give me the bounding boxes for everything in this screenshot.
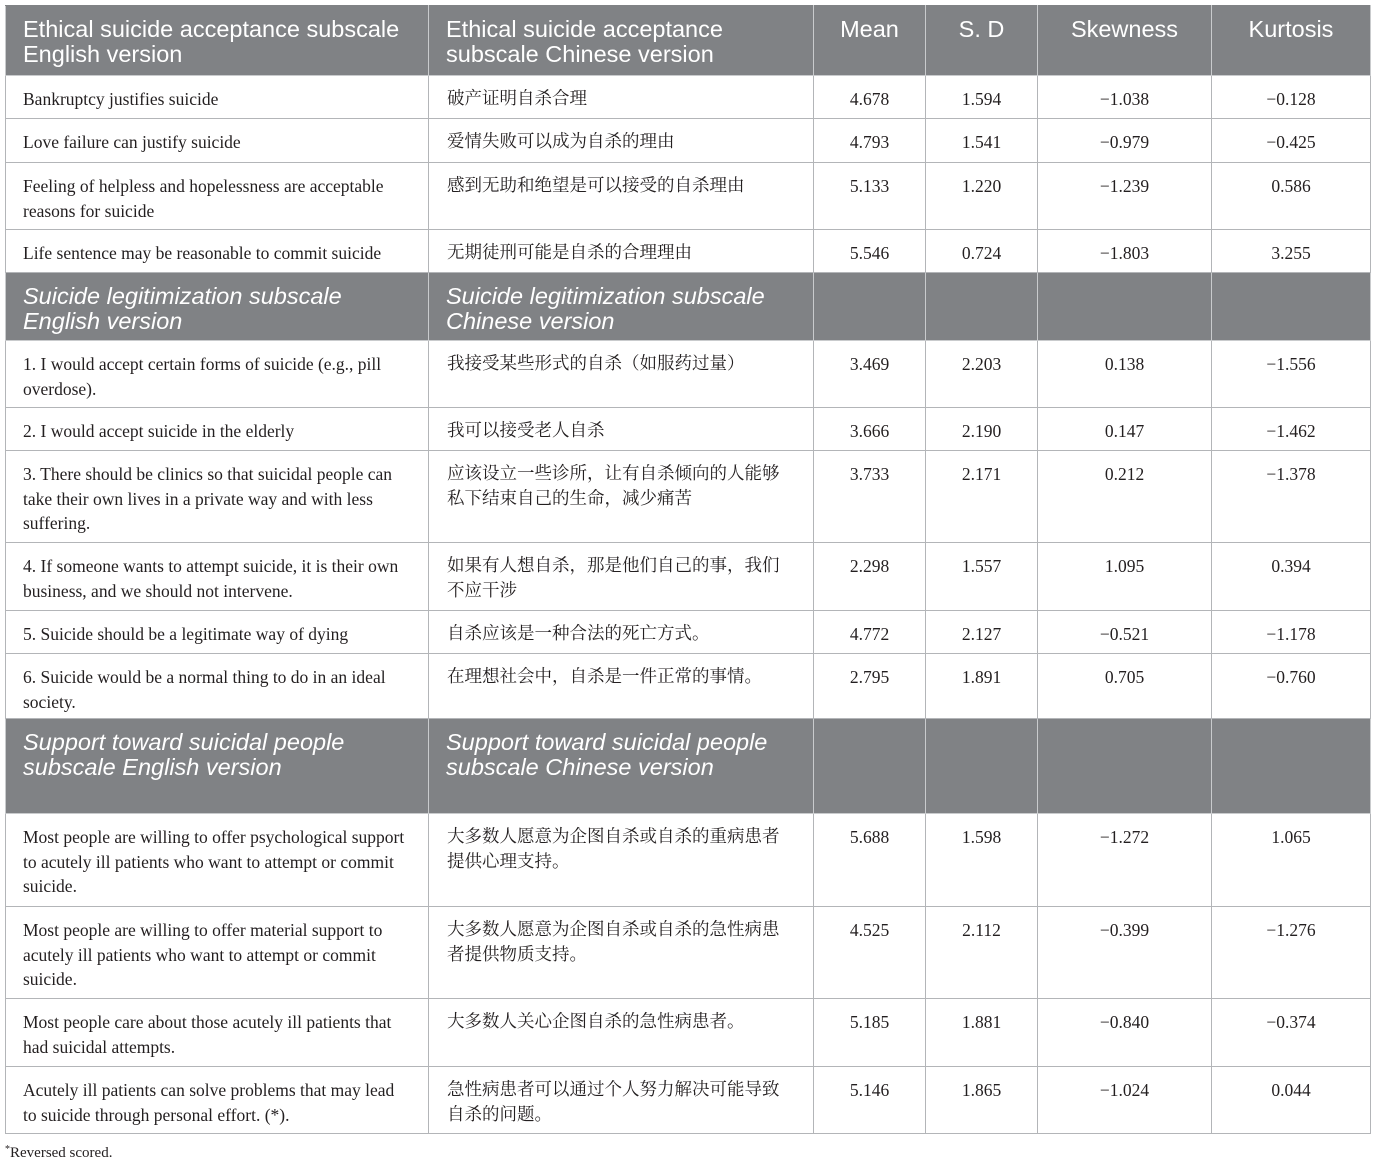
kurtosis-value: −0.425 [1212,119,1371,163]
statistics-table [5,5,1371,1134]
section-header-blank [1038,273,1212,341]
sd-value: 2.171 [926,451,1038,543]
item-english: Most people are willing to offer psychological support to acutely ill patients who want to attempt or commit suicide. [6,814,429,907]
item-chinese: 我接受某些形式的自杀（如服药过量） [429,341,814,408]
skewness-value: −1.024 [1038,1067,1212,1134]
item-chinese: 如果有人想自杀，那是他们自己的事，我们不应干涉 [429,543,814,611]
table-row [6,451,1371,543]
kurtosis-value: 1.065 [1212,814,1371,907]
section-header-blank [1212,273,1371,341]
table-row [6,163,1371,230]
mean-value: 5.546 [814,230,926,273]
kurtosis-value: −0.760 [1212,654,1371,719]
item-chinese: 自杀应该是一种合法的死亡方式。 [429,611,814,654]
table-header-row [6,6,1371,76]
column-header-mean: Mean [814,6,926,76]
column-header-english: Ethical suicide acceptance subscale English version [6,6,429,76]
sd-value: 1.557 [926,543,1038,611]
table-row [6,341,1371,408]
kurtosis-value: −1.462 [1212,408,1371,451]
skewness-value: −0.399 [1038,907,1212,999]
item-chinese: 破产证明自杀合理 [429,76,814,119]
mean-value: 5.688 [814,814,926,907]
table-row [6,408,1371,451]
item-chinese: 无期徒刑可能是自杀的合理理由 [429,230,814,273]
table-row [6,543,1371,611]
sd-value: 1.891 [926,654,1038,719]
column-header-sd: S. D [926,6,1038,76]
kurtosis-value: −0.374 [1212,999,1371,1067]
table-row [6,814,1371,907]
skewness-value: −1.803 [1038,230,1212,273]
column-header-chinese: Ethical suicide acceptance subscale Chinese version [429,6,814,76]
item-english: Most people care about those acutely ill patients that had suicidal attempts. [6,999,429,1067]
mean-value: 5.146 [814,1067,926,1134]
section-header-row [6,273,1371,341]
item-chinese: 在理想社会中，自杀是一件正常的事情。 [429,654,814,719]
mean-value: 4.793 [814,119,926,163]
item-chinese: 感到无助和绝望是可以接受的自杀理由 [429,163,814,230]
item-chinese: 大多数人关心企图自杀的急性病患者。 [429,999,814,1067]
sd-value: 2.203 [926,341,1038,408]
section-header-blank [814,273,926,341]
skewness-value: −1.239 [1038,163,1212,230]
kurtosis-value: 3.255 [1212,230,1371,273]
sd-value: 1.220 [926,163,1038,230]
item-english: Bankruptcy justifies suicide [6,76,429,119]
kurtosis-value: −1.378 [1212,451,1371,543]
sd-value: 1.865 [926,1067,1038,1134]
section-title-english: Support toward suicidal people subscale English version [6,719,429,814]
item-english: Most people are willing to offer material support to acutely ill patients who want to attempt or commit suicide. [6,907,429,999]
item-chinese: 应该设立一些诊所，让有自杀倾向的人能够私下结束自己的生命，减少痛苦 [429,451,814,543]
skewness-value: −1.038 [1038,76,1212,119]
kurtosis-value: −1.178 [1212,611,1371,654]
skewness-value: −1.272 [1038,814,1212,907]
section-header-blank [1038,719,1212,814]
kurtosis-value: −0.128 [1212,76,1371,119]
kurtosis-value: 0.044 [1212,1067,1371,1134]
item-chinese: 急性病患者可以通过个人努力解决可能导致自杀的问题。 [429,1067,814,1134]
skewness-value: 1.095 [1038,543,1212,611]
section-header-row [6,719,1371,814]
section-header-blank [1212,719,1371,814]
item-english: 2. I would accept suicide in the elderly [6,408,429,451]
mean-value: 3.733 [814,451,926,543]
item-english: Life sentence may be reasonable to commit suicide [6,230,429,273]
mean-value: 3.666 [814,408,926,451]
table-row [6,999,1371,1067]
skewness-value: 0.705 [1038,654,1212,719]
table-row [6,76,1371,119]
table-row [6,611,1371,654]
footnote-mark: * [5,1144,10,1155]
section-header-blank [814,719,926,814]
item-english: Acutely ill patients can solve problems that may lead to suicide through personal effort. (*). [6,1067,429,1134]
sd-value: 0.724 [926,230,1038,273]
kurtosis-value: −1.276 [1212,907,1371,999]
mean-value: 5.185 [814,999,926,1067]
table-footnote [5,1141,112,1162]
skewness-value: 0.147 [1038,408,1212,451]
skewness-value: −0.521 [1038,611,1212,654]
section-header-blank [926,719,1038,814]
table-row [6,654,1371,719]
item-english: 6. Suicide would be a normal thing to do in an ideal society. [6,654,429,719]
item-english: Love failure can justify suicide [6,119,429,163]
item-chinese: 大多数人愿意为企图自杀或自杀的重病患者提供心理支持。 [429,814,814,907]
mean-value: 4.772 [814,611,926,654]
kurtosis-value: 0.394 [1212,543,1371,611]
mean-value: 4.678 [814,76,926,119]
section-header-blank [926,273,1038,341]
item-chinese: 爱情失败可以成为自杀的理由 [429,119,814,163]
skewness-value: 0.212 [1038,451,1212,543]
mean-value: 2.298 [814,543,926,611]
table-row [6,119,1371,163]
table-row [6,1067,1371,1134]
section-title-chinese: Suicide legitimization subscale Chinese version [429,273,814,341]
item-english: 5. Suicide should be a legitimate way of dying [6,611,429,654]
table-row [6,907,1371,999]
section-title-english: Suicide legitimization subscale English version [6,273,429,341]
sd-value: 1.598 [926,814,1038,907]
kurtosis-value: −1.556 [1212,341,1371,408]
sd-value: 1.594 [926,76,1038,119]
item-english: 3. There should be clinics so that suicidal people can take their own lives in a private way and with less suffering. [6,451,429,543]
column-header-skewness: Skewness [1038,6,1212,76]
mean-value: 4.525 [814,907,926,999]
sd-value: 1.881 [926,999,1038,1067]
table-row [6,230,1371,273]
mean-value: 5.133 [814,163,926,230]
skewness-value: −0.840 [1038,999,1212,1067]
kurtosis-value: 0.586 [1212,163,1371,230]
sd-value: 2.127 [926,611,1038,654]
sd-value: 1.541 [926,119,1038,163]
item-chinese: 大多数人愿意为企图自杀或自杀的急性病患者提供物质支持。 [429,907,814,999]
column-header-kurtosis: Kurtosis [1212,6,1371,76]
sd-value: 2.190 [926,408,1038,451]
mean-value: 3.469 [814,341,926,408]
item-chinese: 我可以接受老人自杀 [429,408,814,451]
item-english: 4. If someone wants to attempt suicide, it is their own business, and we should not intervene. [6,543,429,611]
skewness-value: 0.138 [1038,341,1212,408]
section-title-chinese: Support toward suicidal people subscale Chinese version [429,719,814,814]
item-english: Feeling of helpless and hopelessness are acceptable reasons for suicide [6,163,429,230]
skewness-value: −0.979 [1038,119,1212,163]
item-english: 1. I would accept certain forms of suicide (e.g., pill overdose). [6,341,429,408]
mean-value: 2.795 [814,654,926,719]
sd-value: 2.112 [926,907,1038,999]
footnote-text: Reversed scored. [10,1145,113,1161]
